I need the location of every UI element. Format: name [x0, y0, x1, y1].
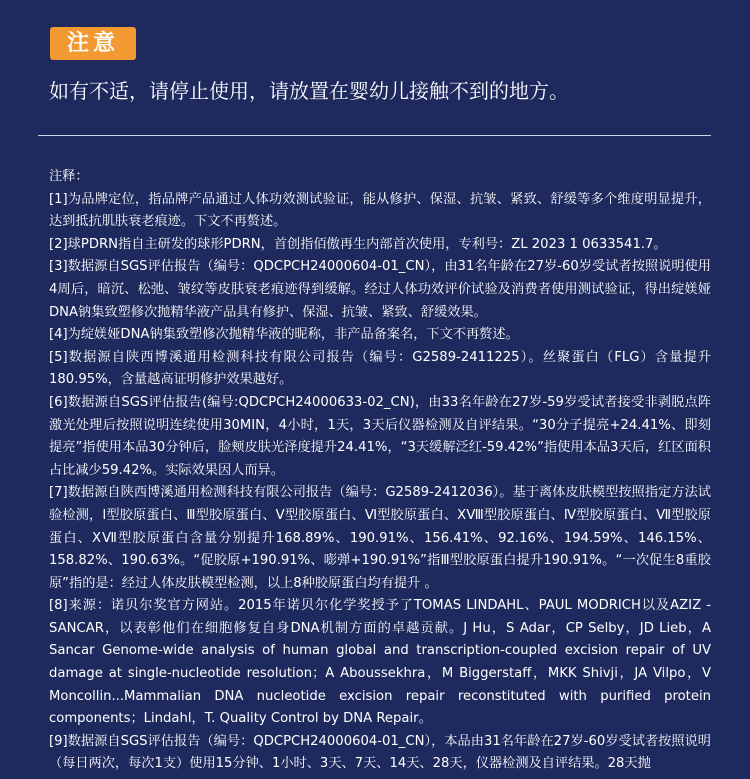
notice-badge: 注意 [50, 27, 136, 60]
note-item-6: [6]数据源自SGS评估报告(编号:QDCPCH24000633-02_CN)，由33名年龄在27岁-59岁受试者接受非剥脱点阵激光处理后按照说明连续使用30MIN，4小时，1天，3天后仪器检测及自评结果。“30分子提亮+24.41%、即刻提亮”指使用本品30分钟后，脸颊皮肤光泽度提升24.41%，“3天缓解泛红-59.42%”指使用本品3天后，红区面积占比减少59.42%。实际效果因人而异。 [49, 394, 711, 478]
warning-text: 如有不适，请停止使用，请放置在婴幼儿接触不到的地方。 [49, 79, 569, 103]
note-item-3: [3]数据源自SGS评估报告（编号：QDCPCH24000604-01_CN），由31名年龄在27岁-60岁受试者按照说明使用4周后，暗沉、松弛、皱纹等皮肤衰老痕迹得到缓解。经过人体功效评价试验及消费者使用测试验证，得出绽媄娅DNA钠集致塑修次抛精华液产品具有修护、保湿、抗皱、紧致、舒缓效果。 [49, 259, 711, 320]
note-item-4: [4]为绽媄娅DNA钠集致塑修次抛精华液的昵称，非产品备案名，下文不再赘述。 [49, 327, 519, 343]
notes-section [49, 166, 711, 776]
note-item-8: [8]来源：诺贝尔奖官方网站。2015年诺贝尔化学奖授予了TOMAS LINDAHL、PAUL MODRICH以及AZIZ - SANCAR，以表彰他们在细胞修复自身DNA机制方面的卓越贡献。J Hu，S Adar，CP Selby，JD Lieb，A Sancar Genome-wide analysis of human global and transcription-coupled excision repair of UV damage at single-nucleotide resolution；A Aboussekhra，M Biggerstaff，MKK Shivji，JA Vilpo，V Moncollin...Mammalian DNA nucleotide excision repair reconstituted with purified protein components；Lindahl，T. Quality Control by DNA Repair。 [49, 598, 711, 727]
note-item-1: [1]为品牌定位，指品牌产品通过人体功效测试验证，能从修护、保湿、抗皱、紧致、舒缓等多个维度明显提升，达到抵抗肌肤衰老痕迹。下文不再赘述。 [49, 191, 711, 230]
note-item-7: [7]数据源自陕西博溪通用检测科技有限公司报告（编号：G2589-2412036）。基于离体皮肤模型按照指定方法试验检测，Ⅰ型胶原蛋白、Ⅲ型胶原蛋白、Ⅴ型胶原蛋白、Ⅵ型胶原蛋白、XⅧ型胶原蛋白、Ⅳ型胶原蛋白、Ⅶ型胶原蛋白、XⅦ型胶原蛋白含量分别提升168.89%、190.91%、156.41%、92.16%、194.59%、146.15%、158.82%、190.63%。“促胶原+190.91%、嘭弹+190.91%”指Ⅲ型胶原蛋白提升190.91%。“一次促生8重胶原”指的是：经过人体皮肤模型检测，以上8种胶原蛋白均有提升 。 [49, 485, 711, 591]
note-item-9: [9]数据源自SGS评估报告（编号：QDCPCH24000604-01_CN），本品由31名年龄在27岁-60岁受试者按照说明（每日两次，每次1支）使用15分钟、1小时、3天、7天、14天、28天，仪器检测及自评结果。28天抛 [49, 733, 711, 772]
note-item-2: [2]球PDRN指自主研发的球形PDRN，首创指佰傲再生内部首次使用，专利号：ZL 2023 1 0633541.7。 [49, 236, 667, 252]
note-item-5: [5]数据源自陕西博溪通用检测科技有限公司报告（编号：G2589-2411225）。丝聚蛋白（FLG）含量提升180.95%，含量越高证明修护效果越好。 [49, 349, 711, 388]
notes-heading: 注释： [49, 169, 89, 184]
divider [38, 135, 711, 136]
